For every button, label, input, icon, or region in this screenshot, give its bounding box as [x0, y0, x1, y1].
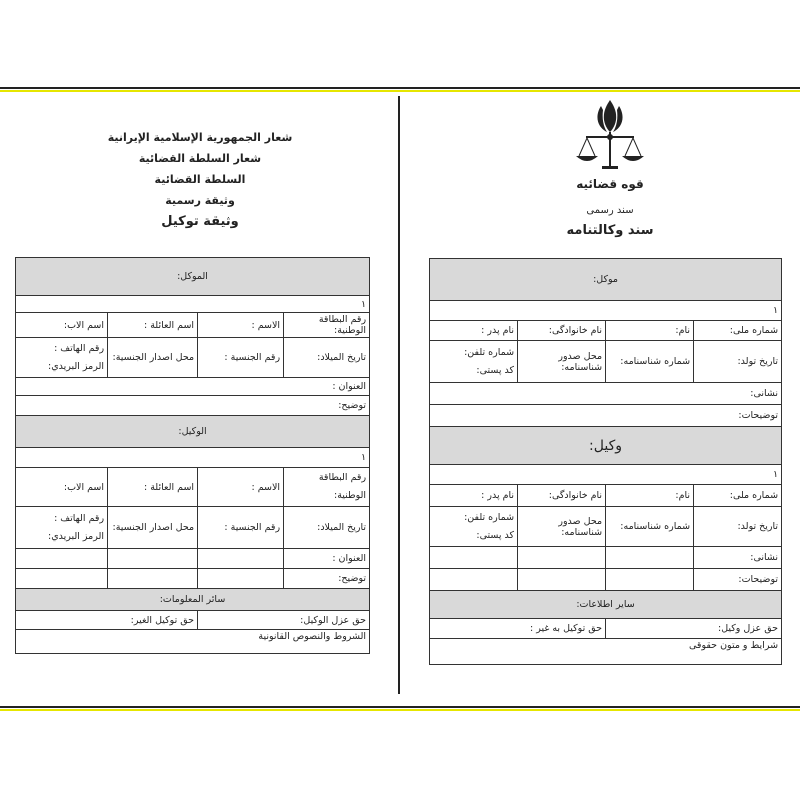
left-principal-phone: رقم الهاتف : — [54, 342, 105, 354]
right-principal-birth-date: تاریخ تولد: — [694, 341, 782, 383]
right-principal-first-name: نام: — [606, 321, 694, 341]
left-header-line-2: شعار السلطة القضائية — [138, 152, 262, 165]
right-agent-address: نشانی: — [694, 547, 782, 569]
right-principal-father-name: نام پدر : — [430, 321, 518, 341]
right-principal-postal: کد پستی: — [476, 364, 515, 376]
left-document-title: وثيقة توكيل — [161, 214, 239, 229]
left-other-heading: سائر المعلومات: — [16, 589, 370, 611]
top-rule — [0, 87, 800, 89]
left-principal-contact — [16, 338, 108, 378]
right-form-table — [429, 258, 782, 665]
left-principal-first-name: الاسم : — [198, 313, 284, 338]
right-principal-contact — [430, 341, 518, 383]
right-principal-address: نشانی: — [430, 383, 782, 405]
left-principal-postal: الرمز البريدي: — [48, 360, 105, 372]
left-principal-family-name: اسم العائلة : — [108, 313, 198, 338]
right-agent-first-name: نام: — [606, 485, 694, 507]
right-agent-notes-blank-2 — [518, 569, 606, 591]
right-agent-id-number: شماره شناسنامه: — [606, 507, 694, 547]
left-agent-nationality-place: محل اصدار الجنسية: — [108, 507, 198, 549]
left-principal-notes: توضيح: — [16, 396, 370, 416]
right-document-title: سند وکالتنامه — [566, 223, 654, 238]
left-agent-national-id-line-2: الوطنية: — [334, 490, 367, 501]
top-accent-rule — [0, 90, 800, 92]
left-other-delegate: حق توكيل الغير: — [16, 611, 198, 630]
right-principal-national-id: شماره ملی: — [694, 321, 782, 341]
right-principal-heading: موکل: — [430, 259, 782, 301]
left-principal-birth-date: تاريخ الميلاد: — [284, 338, 370, 378]
left-agent-phone: رقم الهاتف : — [54, 512, 105, 524]
right-agent-address-blank-1 — [606, 547, 694, 569]
emblem-logo-text: قوه قضائيه — [576, 177, 644, 191]
left-agent-notes: توضيح: — [284, 569, 370, 589]
left-agent-heading: الوكيل: — [16, 416, 370, 448]
right-agent-father-name: نام پدر : — [430, 485, 518, 507]
left-header-line-1: شعار الجمهورية الإسلامية الإيرانية — [107, 131, 293, 144]
right-principal-family-name: نام خانوادگی: — [518, 321, 606, 341]
right-agent-address-blank-2 — [518, 547, 606, 569]
bottom-rule — [0, 706, 800, 708]
left-agent-row-number: ١ — [16, 448, 370, 468]
left-principal-father-name: اسم الاب: — [16, 313, 108, 338]
right-principal-id-number: شماره شناسنامه: — [606, 341, 694, 383]
right-agent-phone: شماره تلفن: — [464, 511, 515, 523]
right-agent-birth-date: تاریخ تولد: — [694, 507, 782, 547]
left-agent-national-id-line-1: رقم البطاقة — [318, 472, 367, 483]
left-agent-nationality-no: رقم الجنسية : — [198, 507, 284, 549]
left-agent-address-blank-2 — [108, 549, 198, 569]
left-header-line-3: السلطة القضائية — [154, 173, 246, 186]
right-agent-row-number: ١ — [430, 465, 782, 485]
left-header — [100, 127, 300, 229]
left-other-dismiss: حق عزل الوكيل: — [198, 611, 370, 630]
left-header-line-4: وثيقة رسمية — [165, 194, 235, 207]
right-agent-postal: کد پستی: — [476, 529, 515, 541]
right-agent-contact — [430, 507, 518, 547]
left-form-table — [15, 257, 370, 654]
left-agent-notes-blank-1 — [198, 569, 284, 589]
left-agent-notes-blank-3 — [16, 569, 108, 589]
right-principal-row-number: ١ — [430, 301, 782, 321]
left-agent-address-blank-3 — [16, 549, 108, 569]
left-agent-first-name: الاسم : — [198, 468, 284, 507]
left-agent-national-id — [284, 468, 370, 507]
left-principal-nationality-no: رقم الجنسية : — [198, 338, 284, 378]
right-agent-notes-blank-3 — [430, 569, 518, 591]
right-other-delegate: حق توکیل به غیر : — [430, 619, 606, 639]
left-principal-row-number: ١ — [16, 296, 370, 313]
left-agent-address-blank-1 — [198, 549, 284, 569]
page-divider — [398, 96, 400, 694]
right-principal-id-place: محل صدور شناسنامه: — [518, 341, 606, 383]
left-agent-address: العنوان : — [284, 549, 370, 569]
left-principal-address: العنوان : — [16, 378, 370, 396]
right-other-dismiss: حق عزل وکیل: — [606, 619, 782, 639]
right-principal-phone: شماره تلفن: — [464, 346, 515, 358]
right-header-line-1: سند رسمی — [586, 205, 634, 216]
right-agent-heading: وکیل: — [430, 427, 782, 465]
right-agent-national-id: شماره ملی: — [694, 485, 782, 507]
right-header — [530, 202, 690, 238]
judiciary-scales-emblem-icon — [570, 96, 650, 196]
right-agent-id-place: محل صدور شناسنامه: — [518, 507, 606, 547]
right-other-heading: سایر اطلاعات: — [430, 591, 782, 619]
bottom-accent-rule — [0, 709, 800, 711]
left-agent-family-name: اسم العائلة : — [108, 468, 198, 507]
left-principal-heading: الموكل: — [16, 258, 370, 296]
left-principal-national-id: رقم البطاقة الوطنية: — [284, 313, 370, 338]
right-agent-address-blank-3 — [430, 547, 518, 569]
left-agent-birth-date: تاريخ الميلاد: — [284, 507, 370, 549]
left-agent-notes-blank-2 — [108, 569, 198, 589]
right-agent-family-name: نام خانوادگی: — [518, 485, 606, 507]
left-other-terms: الشروط والنصوص القانونية — [16, 630, 370, 654]
right-other-terms: شرایط و متون حقوقی — [430, 639, 782, 665]
right-principal-notes: توضیحات: — [430, 405, 782, 427]
left-agent-father-name: اسم الاب: — [16, 468, 108, 507]
left-agent-postal: الرمز البريدي: — [48, 530, 105, 542]
left-principal-nationality-place: محل اصدار الجنسية: — [108, 338, 198, 378]
right-agent-notes-blank-1 — [606, 569, 694, 591]
right-agent-notes: توضیحات: — [694, 569, 782, 591]
left-agent-contact — [16, 507, 108, 549]
